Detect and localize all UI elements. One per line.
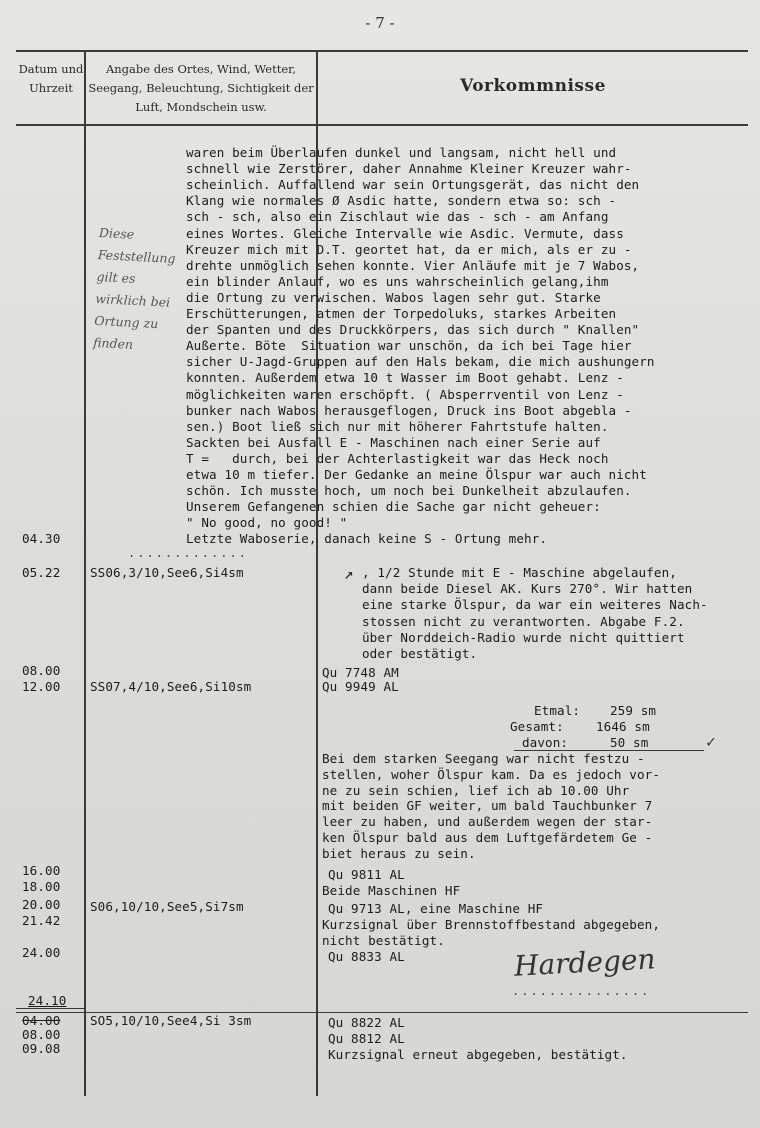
entry-text: Qu 9811 AL	[328, 867, 405, 882]
entry-time: 04.30	[22, 531, 61, 546]
entry-time: 20.00	[22, 897, 61, 912]
entry-time: 04.00	[22, 1013, 61, 1028]
entry-time: 12.00	[22, 679, 61, 694]
entry-text: Qu 9713 AL, eine Maschine HF	[328, 901, 544, 916]
entry-text: Qu 8833 AL	[328, 949, 405, 964]
narrative-line: eines Wortes. Gleiche Intervalle wie Asdic. Vermute, dass	[186, 225, 624, 241]
narrative-line: Klang wie normales Ø Asdic hatte, sondern etwa so: sch -	[186, 193, 617, 209]
narrative-line: möglichkeiten waren erschöpft. ( Absperrventil von Lenz -	[186, 386, 624, 402]
entry-text: Qu 8822 AL	[328, 1015, 405, 1030]
gesamt-label: Gesamt:	[510, 719, 564, 734]
paragraph-line: stellen, woher Ölspur kam. Da es jedoch vor-	[322, 766, 661, 782]
narrative-line: schön. Ich musste hoch, um noch bei Dunkelheit abzulaufen.	[186, 483, 632, 499]
entry-text: Kurzsignal erneut abgegeben, bestätigt.	[328, 1047, 628, 1062]
narrative-line: der Spanten und des Druckkörpers, das sich durch " Knallen"	[186, 322, 640, 338]
handwritten-signature: Hardegen	[513, 942, 657, 983]
paragraph-line: leer zu haben, und außerdem wegen der star-	[322, 814, 653, 830]
entry-time: 05.22	[22, 565, 61, 580]
paragraph-line: biet heraus zu sein.	[322, 845, 476, 861]
handwritten-margin-note: Diese Feststellung gilt es wirklich bei Ortung zu finden	[92, 224, 176, 352]
narrative-line: ein blinder Anlauf, wo es uns wahrscheinlich gelang,ihm	[186, 273, 609, 289]
header-place-column: Angabe des Ortes, Wind, Wetter, Seegang, Beleuchtung, Sichtigkeit der Luft, Mondschein usw.	[88, 62, 314, 114]
narrative-line: scheinlich. Auffallend war sein Ortungsgerät, das nicht den	[186, 177, 640, 193]
narrative-line: bunker nach Wabos herausgeflogen, Druck ins Boot abgebla -	[186, 402, 632, 418]
narrative-line: die Ortung zu verwischen. Wabos lagen sehr gut. Starke	[186, 289, 601, 305]
entry-time: 08.00	[22, 663, 61, 678]
entry-text: Qu 8812 AL	[328, 1031, 405, 1046]
narrative-line: Erschütterungen, atmen der Torpedoluks, starkes Arbeiten	[186, 306, 617, 321]
paragraph-line: ne zu sein schien, lief ich ab 10.00 Uhr	[322, 782, 630, 798]
entry-weather: SS07,4/10,See6,Si10sm	[90, 679, 252, 694]
narrative-line: Außerte. Böte Situation war unschön, da ich bei Tage hier	[186, 338, 632, 354]
paragraph-line: mit beiden GF weiter, um bald Tauchbunker 7	[322, 798, 653, 814]
entry-time: 09.08	[22, 1041, 61, 1056]
entry-line: dann beide Diesel AK. Kurs 270°. Wir hatten	[362, 581, 693, 597]
narrative-line: sen.) Boot ließ sich nur mit höherer Fahrtstufe halten.	[186, 418, 609, 434]
entry-line: , 1/2 Stunde mit E - Maschine abgelaufen,	[362, 565, 677, 580]
etmal-value: 259 sm	[610, 703, 657, 718]
narrative-line: T = durch, bei der Achterlastigkeit war das Heck noch	[186, 450, 609, 466]
course-arrow-icon: ↗	[344, 564, 354, 583]
entry-line: oder bestätigt.	[362, 646, 478, 661]
entry-time: 21.42	[22, 913, 61, 928]
header-date-column: Datum und Uhrzeit	[18, 62, 84, 95]
narrative-line: drehte unmöglich sehen konnte. Vier Anläufe mit je 7 Wabos,	[186, 257, 640, 273]
narrative-line: sicher U-Jagd-Gruppen auf den Hals bekam, die mich aushungern	[186, 354, 655, 370]
entry-time: 16.00	[22, 863, 61, 878]
entry-line: eine starke Ölspur, da war ein weiteres Nach-	[362, 597, 708, 613]
entry-time: 24.00	[22, 945, 61, 960]
check-mark-icon: ✓	[706, 732, 716, 751]
narrative-line: waren beim Überlaufen dunkel und langsam, nicht hell und	[186, 145, 617, 160]
narrative-line: Sackten bei Ausfall E - Maschinen nach einer Serie auf	[186, 434, 601, 450]
signature-dotted-line: ...............	[512, 984, 651, 998]
entry-line: über Norddeich-Radio wurde nicht quittiert	[362, 629, 685, 645]
entry-weather: S06,10/10,See5,Si7sm	[90, 899, 244, 914]
page-number: - 7 -	[365, 14, 395, 32]
entry-text: Qu 7748 AM	[322, 665, 399, 680]
date-divider-rule	[16, 1008, 84, 1009]
narrative-line: Kreuzer mich mit D.T. geortet hat, da er mich, als er zu -	[186, 241, 632, 257]
paragraph-line: Bei dem starken Seegang war nicht festzu -	[322, 751, 645, 766]
narrative-line: sch - sch, also ein Zischlaut wie das - sch - am Anfang	[186, 209, 609, 225]
entry-text: Letzte Waboserie, danach keine S - Ortung mehr.	[186, 531, 548, 546]
entry-text: Qu 9949 AL	[322, 679, 399, 694]
narrative-line: schnell wie Zerstörer, daher Annahme Kleiner Kreuzer wahr-	[186, 161, 632, 177]
entry-time: 08.00	[22, 1027, 61, 1042]
dotted-separator: .............	[128, 546, 248, 560]
paragraph-line: ken Ölspur bald aus dem Luftgefärdetem Ge -	[322, 830, 653, 845]
davon-label: davon:	[522, 735, 569, 750]
narrative-line: Unserem Gefangenen schien die Sache gar nicht geheuer:	[186, 499, 601, 515]
narrative-line: konnten. Außerdem etwa 10 t Wasser im Boot gehabt. Lenz -	[186, 370, 624, 386]
entry-weather: SO5,10/10,See4,Si 3sm	[90, 1013, 252, 1028]
header-events-column: Vorkommnisse	[460, 76, 606, 96]
date-divider: 24.10	[28, 993, 67, 1008]
davon-value: 50 sm	[610, 735, 649, 750]
narrative-line: etwa 10 m tiefer. Der Gedanke an meine Ölspur war auch nicht	[186, 467, 647, 482]
entry-time: 18.00	[22, 879, 61, 894]
narrative-line: " No good, no good! "	[186, 515, 348, 531]
etmal-label: Etmal:	[534, 703, 581, 718]
entry-text: Beide Maschinen HF	[322, 883, 461, 898]
entry-line: Kurzsignal über Brennstoffbestand abgegeben,	[322, 917, 661, 932]
entry-line: stossen nicht zu verantworten. Abgabe F.2.	[362, 613, 685, 629]
gesamt-value: 1646 sm	[596, 719, 650, 734]
entry-weather: SS06,3/10,See6,Si4sm	[90, 565, 244, 580]
entry-line: nicht bestätigt.	[322, 932, 445, 948]
